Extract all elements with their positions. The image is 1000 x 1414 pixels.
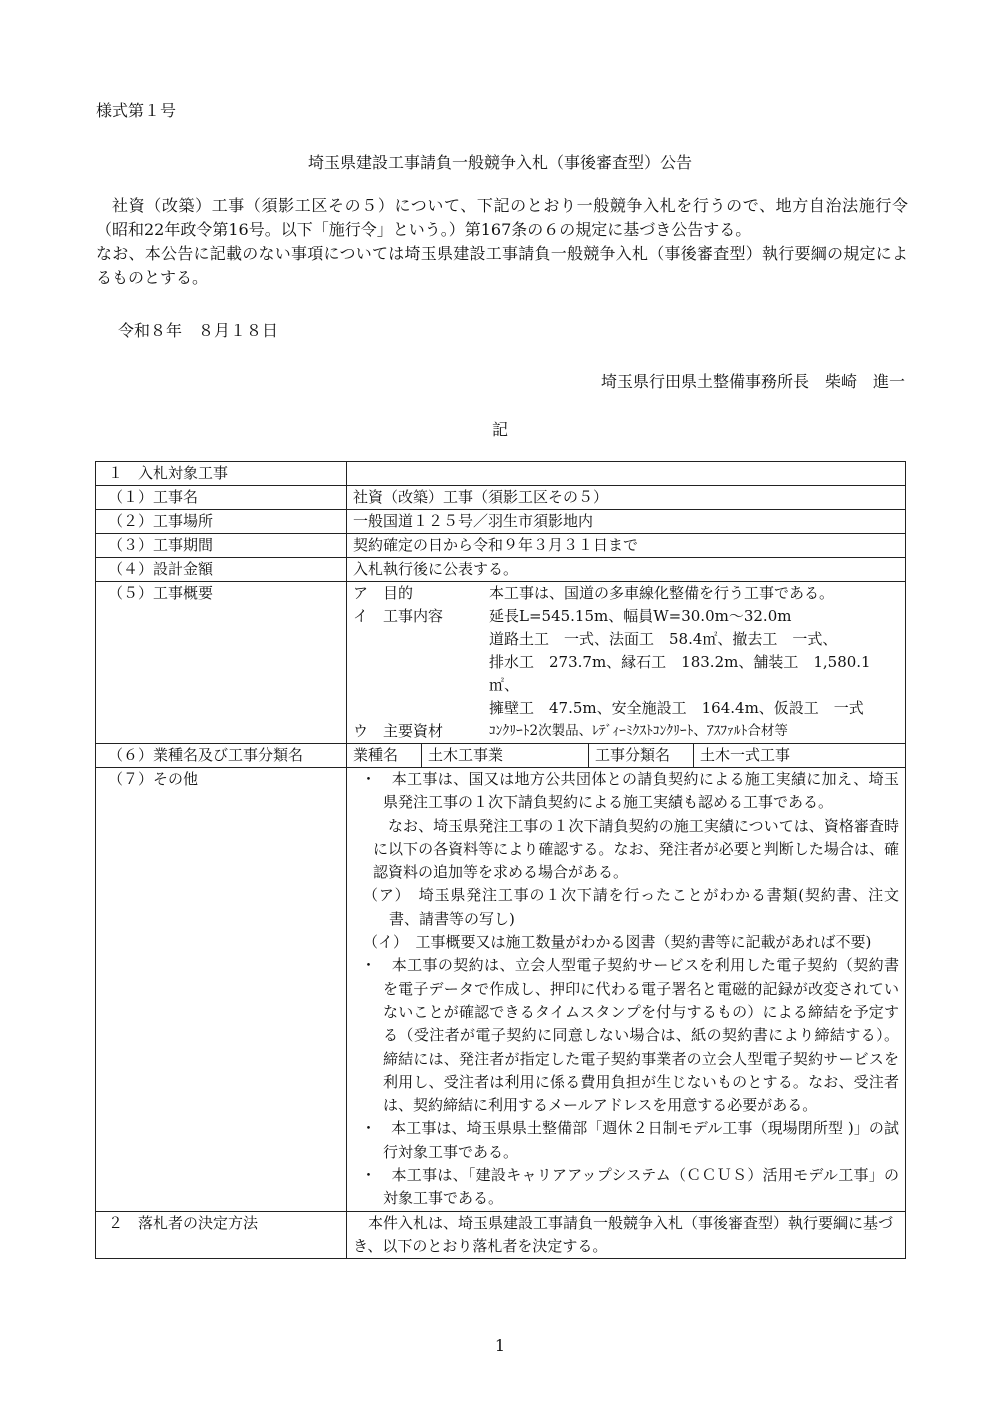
document-title: 埼玉県建設工事請負一般競争入札（事後審査型）公告 <box>307 153 692 172</box>
table-row <box>96 462 906 486</box>
work-period-label: （３）工事期間 <box>96 534 347 558</box>
table-row <box>96 768 906 1212</box>
table-row <box>96 744 906 768</box>
other-note-4: ・ 本工事は、埼玉県県土整備部「週休２日制モデル工事（現場閉所型 )」の試行対象工事である。 <box>361 1119 899 1161</box>
table-row <box>96 510 906 534</box>
work-overview-label: （５）工事概要 <box>96 582 347 744</box>
overview-material-key: ウ 主要資材 <box>353 722 444 740</box>
issuer-name: 埼玉県行田県土整備事務所長 柴崎 進一 <box>600 372 905 391</box>
work-place-label: （２）工事場所 <box>96 510 347 534</box>
intro-paragraph-2: なお、本公告に記載のない事項については埼玉県建設工事請負一般競争入札（事後審査型）執行要綱の規定によるものとする。 <box>96 244 908 287</box>
other-note-2: なお、埼玉県発注工事の１次下請負契約の施工実績については、資格審査時に以下の各資料等により確認する。なお、発注者が必要と判断した場合は、確認資料の追加等を求める場合がある。 <box>373 816 899 882</box>
ki-heading: 記 <box>491 420 508 439</box>
overview-material-value: ｺﾝｸﾘｰﾄ2次製品、ﾚﾃﾞｨｰﾐｸｽﾄｺﾝｸﾘｰﾄ、ｱｽﾌｧﾙﾄ合材等 <box>489 723 788 739</box>
page-number: 1 <box>494 1336 506 1355</box>
section-1-value <box>347 462 906 486</box>
industry-label: （６）業種名及び工事分類名 <box>96 744 347 768</box>
other-value <box>347 768 906 1212</box>
overview-content-line-4: 擁壁工 47.5m、安全施設工 164.4m、仮設工 一式 <box>489 699 864 717</box>
work-place-value: 一般国道１２５号／羽生市須影地内 <box>347 510 906 534</box>
other-note-5: ・ 本工事は、「建設キャリアアップシステム（ＣＣＵＳ）活用モデル工事」の対象工事である。 <box>361 1166 899 1208</box>
notice-table <box>95 461 906 1259</box>
other-note-3: ・ 本工事の契約は、立会人型電子契約サービスを利用した電子契約（契約書を電子データで作成し、押印に代わる電子署名と電磁的記録が改変されていないことが確認できるタイムスタンプを付与するもの）による締結を予定する（受注者が電子契約に同意しない場合は、紙の契約書により締結する）。締結には、発注者が指定した電子契約事業者の立会人型電子契約サービスを利用し、受注者は利用に係る費用負担が生じないものとする。なお、受注者は、契約締結に利用するメールアドレスを用意する必要がある。 <box>361 956 899 1115</box>
overview-content-line-2: 道路土工 一式、法面工 58.4㎡、撤去工 一式、 <box>489 630 838 648</box>
other-label: （７）その他 <box>96 768 347 1212</box>
work-class-key: 工事分類名 <box>589 744 694 767</box>
overview-purpose-key: ア 目的 <box>353 584 414 602</box>
form-number: 様式第１号 <box>96 101 177 120</box>
work-overview-value <box>347 582 906 744</box>
table-row <box>96 582 906 744</box>
table-row <box>96 534 906 558</box>
section-2-value: 本件入札は、埼玉県建設工事請負一般競争入札（事後審査型）執行要綱に基づき、以下のとおり落札者を決定する。 <box>347 1211 906 1258</box>
intro-paragraph-1: 社資（改築）工事（須影工区その５）について、下記のとおり一般競争入札を行うので、地方自治法施行令（昭和22年政令第16号。以下「施行令」という。）第167条の６の規定に基づき公告する。 <box>96 196 908 239</box>
industry-key: 業種名 <box>347 744 422 767</box>
table-row <box>96 558 906 582</box>
industry-value <box>347 744 906 768</box>
table-row <box>96 486 906 510</box>
design-amount-label: （４）設計金額 <box>96 558 347 582</box>
section-2-label: ２ 落札者の決定方法 <box>96 1211 347 1258</box>
overview-content-key: イ 工事内容 <box>353 607 444 625</box>
work-period-value: 契約確定の日から令和９年３月３１日まで <box>347 534 906 558</box>
table-row <box>96 1211 906 1258</box>
overview-content-line-3: 排水工 273.7m、縁石工 183.2m、舗装工 1,580.1㎡、 <box>489 653 871 694</box>
design-amount-value: 入札執行後に公表する。 <box>347 558 906 582</box>
notice-date: 令和８年 ８月１８日 <box>118 321 279 340</box>
other-note-a: （ア） 埼玉県発注工事の１次下請を行ったことがわかる書類(契約書、注文書、請書等の写し) <box>363 886 899 928</box>
work-class-name: 土木一式工事 <box>700 746 791 764</box>
other-note-1: ・ 本工事は、国又は地方公共団体との請負契約による施工実績に加え、埼玉県発注工事の１次下請負契約による施工実績も認める工事である。 <box>361 770 899 812</box>
other-note-i: （イ） 工事概要又は施工数量がわかる図書（契約書等に記載があれば不要) <box>363 933 872 952</box>
work-name-value: 社資（改築）工事（須影工区その５） <box>347 486 906 510</box>
section-1-label: １ 入札対象工事 <box>96 462 347 486</box>
overview-purpose-value: 本工事は、国道の多車線化整備を行う工事である。 <box>489 584 835 602</box>
overview-content-line-1: 延長L=545.15m、幅員W=30.0m〜32.0m <box>489 607 792 625</box>
work-name-label: （１）工事名 <box>96 486 347 510</box>
intro-text <box>96 194 908 290</box>
industry-name: 土木工事業 <box>422 744 589 767</box>
